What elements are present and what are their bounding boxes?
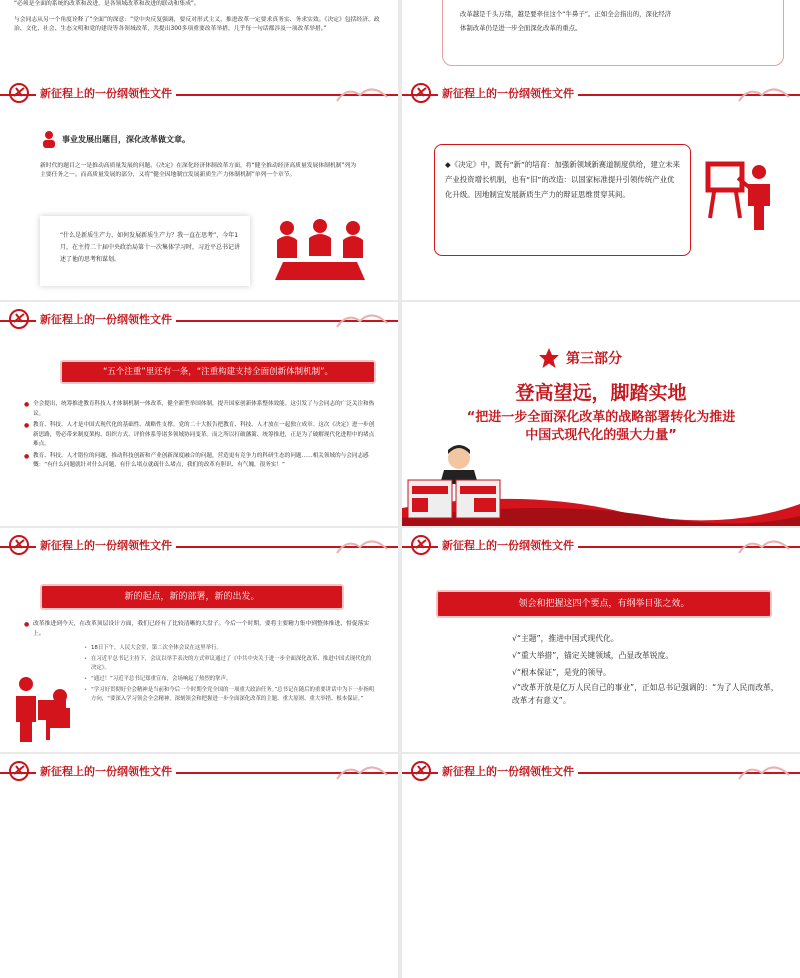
meeting-people-icon bbox=[265, 218, 375, 288]
top-left-para: 与会同志从另一个角度诠释了“全面”的深意：“党中央反复强调，要反对形式主义，推进改革一定要求真务实、务求实效。《决定》包括经济、政治、文化、社会、生态文明和党的建设等各领域改革，共提出300多项重要改革举措，几乎每一句话都涉及一项改革举措。” bbox=[14, 17, 380, 32]
header-title: 新征程上的一份纲领性文件 bbox=[438, 763, 578, 779]
slide-header bbox=[402, 528, 800, 566]
list-item: • 在习近平总书记主持下，会议以举手表决的方式审议通过了《中共中央关于进一步全面深化改革、推进中国式现代化的决定》。 bbox=[84, 655, 376, 673]
party-emblem-icon bbox=[8, 308, 30, 330]
list-item: • “通过！”习近平总书记郑重宣布，会场响起了热烈的掌声。 bbox=[84, 675, 376, 684]
banner: 新的起点，新的部署，新的出发。 bbox=[40, 584, 344, 610]
list-item: ● 改革推进到今天，在改革顶层设计方面，我们已经有了比较清晰的大盘子。今后一个时期，要将主要精力集中到整体推进、督促落实上。 bbox=[24, 620, 376, 639]
body-paragraph: ◆《决定》中，既有“新”的培育：加强新领域新赛道制度供给，建立未来产业投资增长机制，也有“旧”的改造：以国家标准提升引领传统产业优化升级。因地制宜发展新质生产力的辩证思维贯穿其间。 bbox=[445, 160, 681, 199]
slide-new-and-old bbox=[402, 76, 800, 300]
slide-four-key-points bbox=[402, 528, 800, 752]
detail-list bbox=[84, 644, 376, 706]
part-label: 第三部分 bbox=[566, 351, 622, 367]
auspicious-cloud-icon bbox=[734, 533, 794, 559]
slide-header bbox=[402, 754, 800, 792]
top-right-para1: 改革越是千头万绪，越是要牵住这个“牛鼻子”。正如全会指出的，深化经济 bbox=[460, 10, 672, 18]
auspicious-cloud-icon bbox=[734, 759, 794, 785]
list-item: √“改革开放是亿万人民自己的事业”，正如总书记强调的：“为了人民而改革，改革才有意义”。 bbox=[512, 683, 779, 705]
party-emblem-icon bbox=[410, 760, 432, 782]
header-title: 新征程上的一份纲领性文件 bbox=[36, 537, 176, 553]
header-title: 新征程上的一份纲领性文件 bbox=[36, 763, 176, 779]
presenter-board-icon bbox=[704, 158, 774, 233]
key-points-list bbox=[512, 630, 782, 707]
subtitle-line-2: 中国式现代化的强大力量” bbox=[525, 428, 677, 443]
auspicious-cloud-icon bbox=[332, 759, 392, 785]
header-title: 新征程上的一份纲领性文件 bbox=[36, 85, 176, 101]
slide-header bbox=[0, 76, 398, 114]
party-emblem-icon bbox=[8, 82, 30, 104]
list-item: √“根本保证”，是党的领导。 bbox=[512, 668, 611, 677]
party-emblem-icon bbox=[8, 534, 30, 556]
list-item: ● 全会提出，统筹推进教育科技人才体制机制一体改革，健全新型举国体制，提升国家创新体系整体效能。这引发了与会同志的广泛关注和热议。 bbox=[24, 400, 376, 419]
banner: “五个注重”里还有一条，“注重构建支持全面创新体制机制”。 bbox=[60, 360, 376, 384]
list-item: ● 教育、科技、人才是中国式现代化的基础性、战略性支撑。党的二十大报告把教育、科技、人才放在一起独立成章。这次《决定》进一步创新思路，势必带来制度架构、组织方式、评价体系等诸多领域协同变革。而之所以打破藩篱、统筹推进，正是为了破解现代化进程中的堵点难点。 bbox=[24, 421, 376, 450]
party-emblem-icon bbox=[8, 760, 30, 782]
office-workers-icon bbox=[10, 674, 78, 744]
list-item: ● 教育、科技、人才错位的问题，推动科技创新和产业创新深度融合的问题，营造更有竞争力的科研生态的问题……相关领域的与会同志感慨：“有什么问题就针对什么问题，有什么堵点就疏什么堵点，我们的改革有胆识、有气魄，很务实！” bbox=[24, 452, 376, 471]
slide-new-start bbox=[0, 528, 398, 752]
lead-list bbox=[24, 620, 376, 641]
slide-bottom-right-partial bbox=[402, 754, 800, 978]
header-title: 新征程上的一份纲领性文件 bbox=[438, 537, 578, 553]
header-title: 新征程上的一份纲领性文件 bbox=[438, 85, 578, 101]
auspicious-cloud-icon bbox=[332, 307, 392, 333]
slide-innovation-mechanism bbox=[0, 302, 398, 526]
slide-header bbox=[0, 754, 398, 792]
party-emblem-icon bbox=[410, 534, 432, 556]
header-title: 新征程上的一份纲领性文件 bbox=[36, 311, 176, 327]
top-right-para2: 体制改革仍是进一步全面深化改革的重点。 bbox=[460, 24, 582, 32]
party-emblem-icon bbox=[410, 82, 432, 104]
slide-part-three-title bbox=[402, 302, 800, 526]
slide-high-quality-development bbox=[0, 76, 398, 300]
top-left-line: “必须是全面的系统的改革和改进，是各领域改革和改进的联动和集成”。 bbox=[14, 1, 200, 7]
auspicious-cloud-icon bbox=[332, 533, 392, 559]
quote-card bbox=[40, 216, 250, 286]
subtitle-line-1: “把进一步全面深化改革的战略部署转化为推进 bbox=[466, 410, 736, 425]
bullet-list bbox=[24, 400, 376, 473]
slide-header bbox=[0, 302, 398, 340]
flag-person-icon bbox=[40, 130, 58, 148]
slide-header bbox=[0, 528, 398, 566]
body-paragraph: 新时代的题目之一是推动高质量发展的问题。《决定》在深化经济体制改革方面，将“健全推动经济高质量发展体制机制”列为主要任务之一。而高质量发展的部分，又将“健全因地制宜发展新质生产力体制机制”单列一个章节。 bbox=[40, 163, 357, 178]
slide-header bbox=[402, 76, 800, 114]
text-frame bbox=[434, 144, 691, 256]
list-item: • 18日下午，人民大会堂，第二次全体会议在这里举行。 bbox=[84, 644, 376, 653]
slide-bottom-left-partial bbox=[0, 754, 398, 978]
newspaper-reader-icon bbox=[404, 444, 504, 524]
list-item: √“重大举措”，锚定关键领域，凸显改革锐度。 bbox=[512, 651, 674, 660]
auspicious-cloud-icon bbox=[332, 81, 392, 107]
red-star-icon bbox=[538, 347, 560, 369]
quote-text: “什么是新质生产力、如何发展新质生产力？我一直在思考”，今年1月，在主持二十届中央政治局第十一次集体学习时，习近平总书记讲述了他的思考和谋划。 bbox=[60, 232, 241, 263]
list-item: √“主题”，推进中国式现代化。 bbox=[512, 634, 619, 643]
list-item: • “学习好贯彻好全会精神是当前和今后一个时期全党全国的一项重大政治任务。”总书记在随后的重要讲话中为下一步指明方向，“要深入学习领会全会精神，深刻领会和把握进一步全面深化改革的主题、重大原则、重大举措、根本保证。” bbox=[84, 686, 376, 704]
banner: 领会和把握这四个要点，有纲举目张之效。 bbox=[436, 590, 772, 618]
section-title: 登高望远，脚踏实地 bbox=[515, 382, 687, 404]
heading: 事业发展出题目，深化改革做文章。 bbox=[62, 135, 190, 144]
auspicious-cloud-icon bbox=[734, 81, 794, 107]
